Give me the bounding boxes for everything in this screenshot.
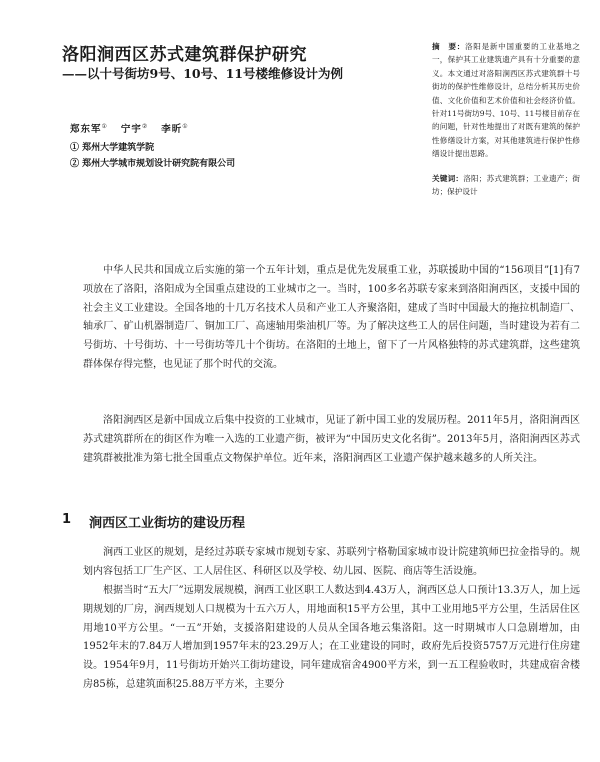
body-paragraph: 洛阳涧西区是新中国成立后集中投资的工业城市，见证了新中国工业的发展历程。2011年5月，洛阳涧西区苏式建筑群所在的街区作为唯一入选的工业遗产街，被评为“中国历史文化名街”。2013年5月，洛阳涧西区苏式建筑群被批准为第七批全国重点文物保护单位。近年来，洛阳涧西区工业遗产保护越来越多的人所关注。 [83,415,580,464]
body-paragraph: 涧西工业区的规划，是经过苏联专家城市规划专家、苏联列宁格勒国家城市设计院建筑师巴拉金指导的。规划内容包括工厂生产区、工人居住区、科研区以及学校、幼儿园、医院、商店等生活设施。 [83,547,580,577]
abstract-text: 洛阳是新中国重要的工业基地之一，保护其工业建筑遗产具有十分重要的意义。本文通过对洛阳涧西区苏式建筑群十号街坊的保护性维修设计，总结分析其历史价值、文化价值和艺术价值和社会经济价值。针对11号街坊9号、10号、11号楼目前存在的问题，针对性地提出了对既有建筑的保护性修缮设计方案，对其他建筑进行保护性修缮设计提出思路。 [432,42,581,159]
page-title: 洛阳涧西区苏式建筑群保护研究 [62,45,307,65]
author-name: 郑东军 [70,124,102,135]
affiliation-2: ② 郑州大学城市规划设计研究院有限公司 [70,159,236,169]
author-line [70,121,189,135]
section-heading [62,512,245,531]
keywords [432,172,580,199]
author-affiliation-mark: ① [101,122,108,130]
body-paragraph: 根据当时“五大厂”远期发展规模，涧西工业区职工人数达到4.43万人，涧西区总人口预计13.3万人，加上远期规划的厂房，涧西规划人口规模为十五六万人，用地面积15平方公里，其中工业用地5平方公里，生活居住区用地10平方公里。“一五”开始，支援洛阳建设的人员从全国各地云集洛阳。这一时期城市人口急剧增加，由1952年末的7.84万人增加到1957年末的23.29万人；在工业建设的同时，政府先后投资5757万元进行住房建设。1954年9月，11号街坊开始兴工街坊建设，同年建成宿舍4900平方米，到一五工程验收时，共建成宿舍楼房85栋，总建筑面积25.88万平方米，主要分 [83,585,580,690]
affiliation-1: ① 郑州大学建筑学院 [70,143,155,153]
author-affiliation-mark: ① [182,122,189,130]
body-paragraph: 中华人民共和国成立后实施的第一个五年计划，重点是优先发展重工业，苏联援助中国的“156项目”[1]有7项放在了洛阳，洛阳成为全国重点建设的工业城市之一。当时，100多名苏联专家来到洛阳涧西区，支援中国的社会主义工业建设。全国各地的十几万名技术人员和产业工人齐聚洛阳，建成了当时中国最大的拖拉机制造厂、轴承厂、矿山机器制造厂、铜加工厂、高速轴用柴油机厂等。为了解决这些工人的居住问题，当时建设为若有二号街坊、十号街坊、十一号街坊等几十个街坊。在洛阳的土地上，留下了一片风格独特的苏式建筑群，这些建筑群体保存得完整，也见证了那个时代的交流。 [83,265,580,370]
keywords-label: 关键词： [432,173,464,183]
abstract [432,40,580,161]
keywords-text: 洛阳；苏式建筑群；工业遗产；街坊；保护设计 [432,173,580,197]
author-name: 宁宇 [120,124,142,135]
page-subtitle: ——以十号街坊9号、10号、11号楼维修设计为例 [62,66,343,81]
abstract-sidebar [432,40,580,198]
section-number: 1 [62,512,72,527]
abstract-label: 摘 要： [432,42,466,51]
author-affiliation-mark: ② [141,122,149,130]
author-name: 李昕 [161,124,183,135]
section-title: 涧西区工业街坊的建设历程 [89,516,246,531]
